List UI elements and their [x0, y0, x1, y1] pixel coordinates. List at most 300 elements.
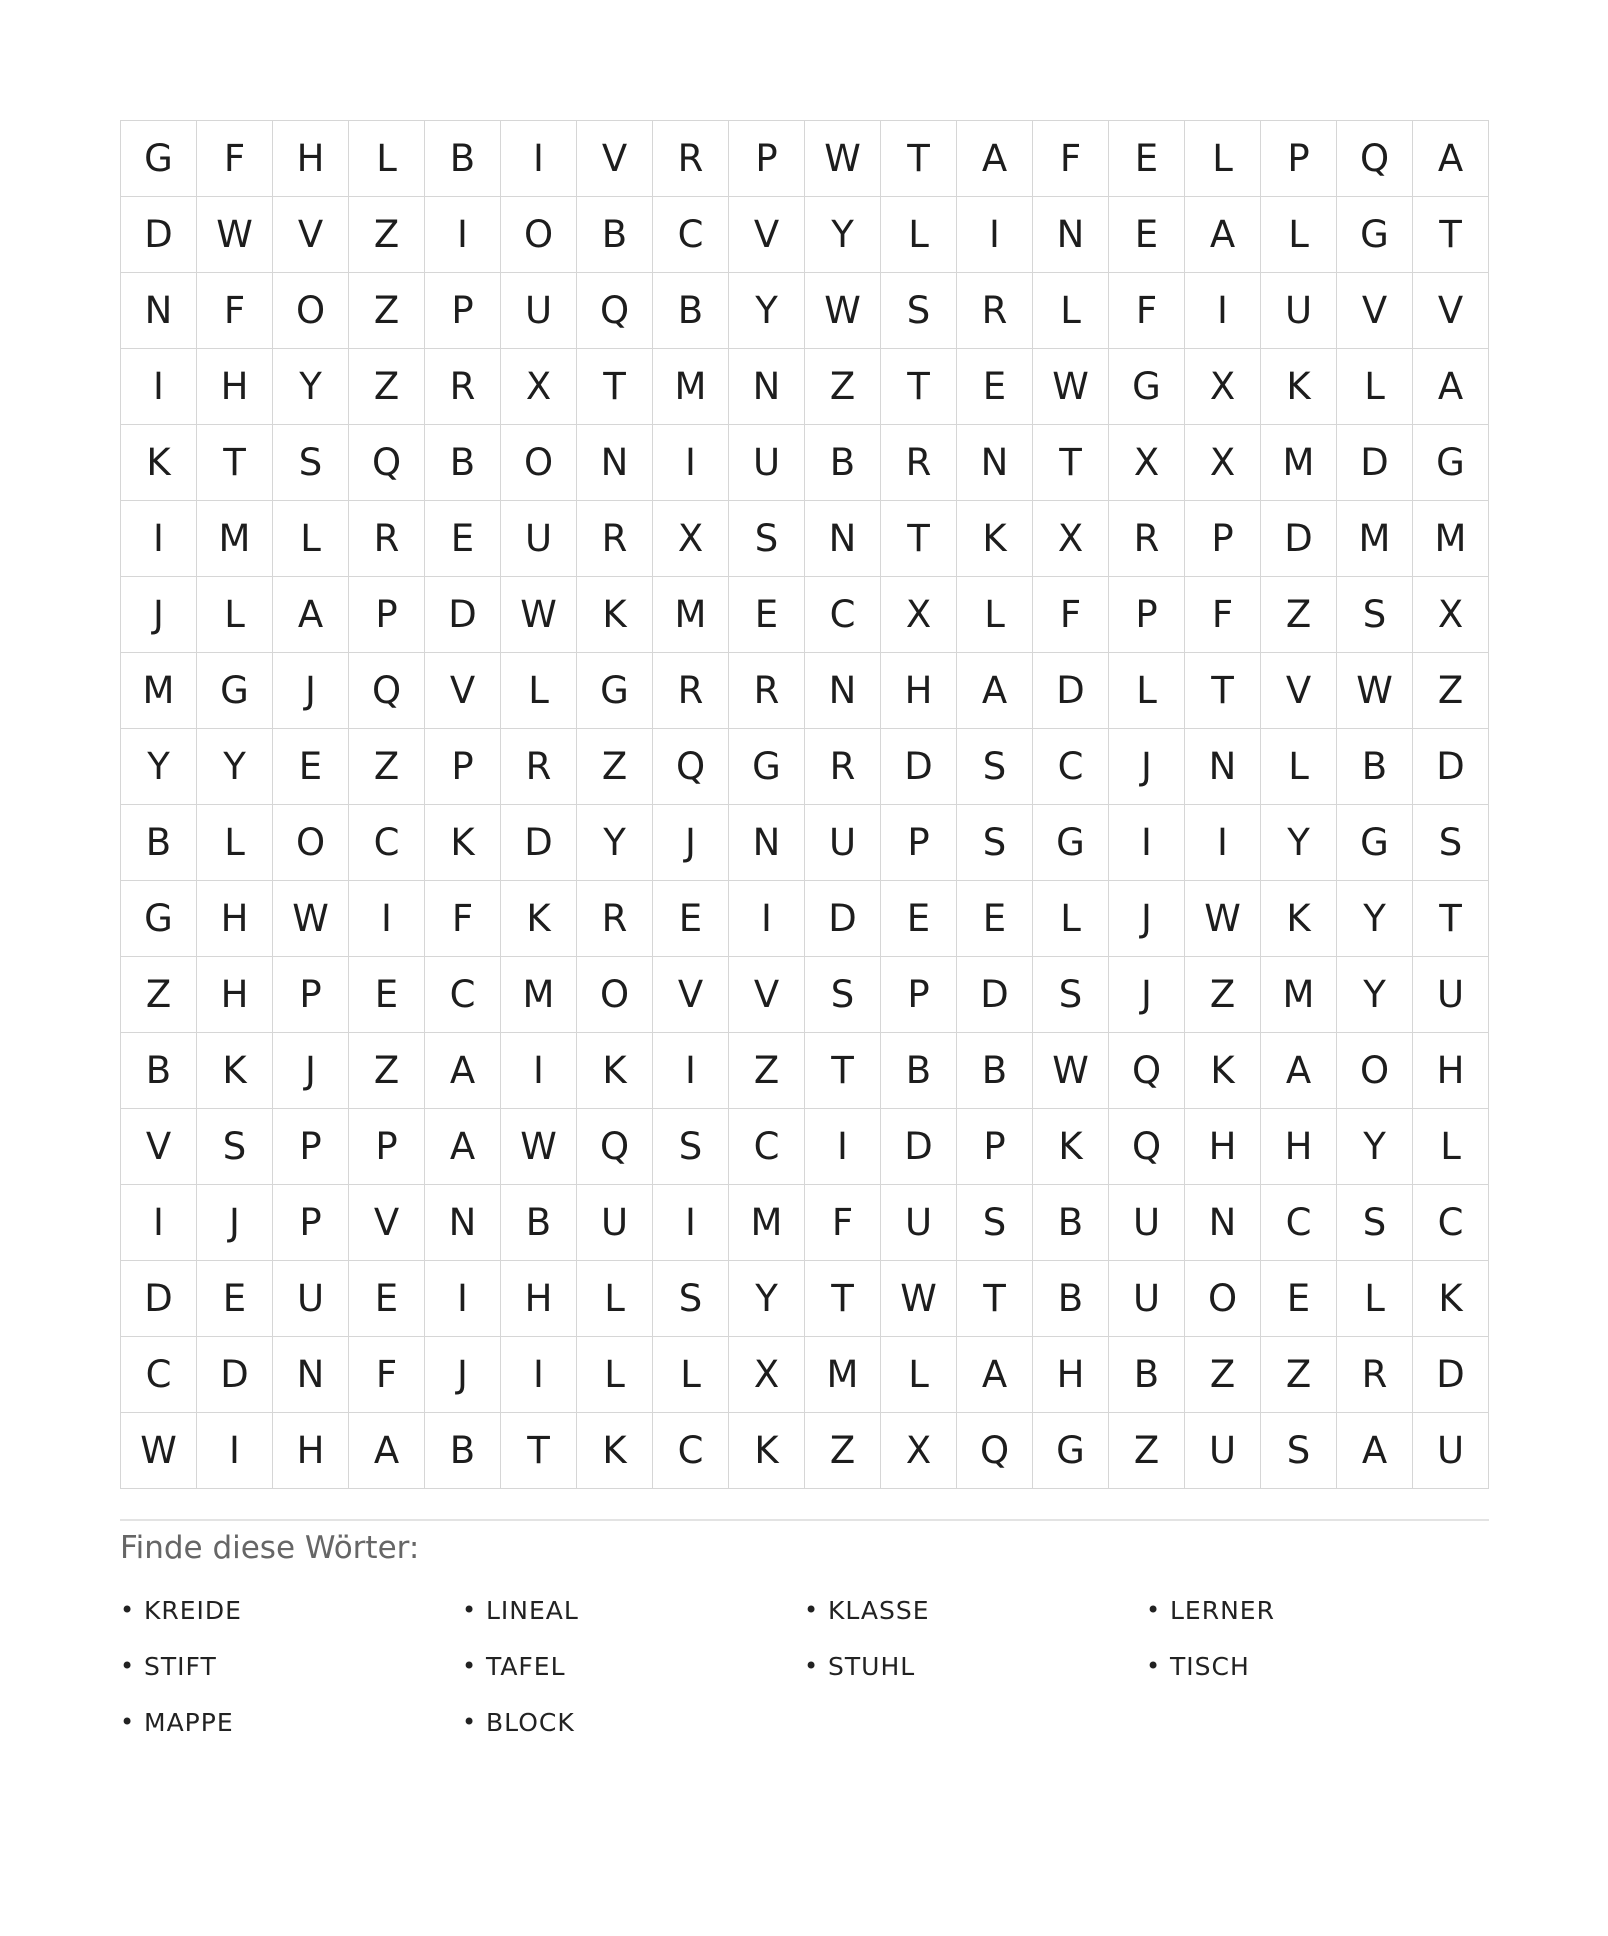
grid-cell[interactable]: E — [349, 1261, 425, 1337]
grid-cell[interactable]: I — [197, 1413, 273, 1489]
grid-cell[interactable]: L — [881, 197, 957, 273]
grid-cell[interactable]: N — [1033, 197, 1109, 273]
grid-cell[interactable]: B — [425, 121, 501, 197]
grid-cell[interactable]: O — [1337, 1033, 1413, 1109]
grid-cell[interactable]: S — [957, 805, 1033, 881]
grid-cell[interactable]: G — [1033, 805, 1109, 881]
grid-cell[interactable]: S — [653, 1109, 729, 1185]
grid-cell[interactable]: U — [805, 805, 881, 881]
grid-cell[interactable]: Q — [653, 729, 729, 805]
grid-cell[interactable]: B — [1337, 729, 1413, 805]
grid-cell[interactable]: N — [425, 1185, 501, 1261]
grid-cell[interactable]: Q — [577, 1109, 653, 1185]
grid-cell[interactable]: R — [881, 425, 957, 501]
grid-cell[interactable]: I — [121, 501, 197, 577]
grid-cell[interactable]: N — [121, 273, 197, 349]
grid-cell[interactable]: D — [805, 881, 881, 957]
grid-cell[interactable]: Z — [577, 729, 653, 805]
grid-cell[interactable]: M — [197, 501, 273, 577]
grid-cell[interactable]: Z — [805, 349, 881, 425]
grid-cell[interactable]: P — [425, 273, 501, 349]
grid-cell[interactable]: I — [1185, 273, 1261, 349]
grid-cell[interactable]: C — [349, 805, 425, 881]
grid-cell[interactable]: A — [957, 121, 1033, 197]
grid-cell[interactable]: T — [805, 1261, 881, 1337]
grid-cell[interactable]: V — [729, 957, 805, 1033]
grid-cell[interactable]: H — [273, 121, 349, 197]
grid-cell[interactable]: D — [1261, 501, 1337, 577]
grid-cell[interactable]: T — [881, 501, 957, 577]
grid-cell[interactable]: L — [1033, 881, 1109, 957]
grid-cell[interactable]: H — [501, 1261, 577, 1337]
grid-cell[interactable]: P — [881, 957, 957, 1033]
grid-cell[interactable]: W — [501, 1109, 577, 1185]
grid-cell[interactable]: U — [1413, 957, 1489, 1033]
grid-cell[interactable]: L — [349, 121, 425, 197]
grid-cell[interactable]: G — [1033, 1413, 1109, 1489]
grid-cell[interactable]: D — [197, 1337, 273, 1413]
grid-cell[interactable]: V — [273, 197, 349, 273]
grid-cell[interactable]: V — [349, 1185, 425, 1261]
grid-cell[interactable]: K — [957, 501, 1033, 577]
grid-cell[interactable]: Z — [805, 1413, 881, 1489]
grid-cell[interactable]: O — [273, 805, 349, 881]
grid-cell[interactable]: L — [1109, 653, 1185, 729]
grid-cell[interactable]: K — [501, 881, 577, 957]
grid-cell[interactable]: N — [805, 653, 881, 729]
grid-cell[interactable]: T — [501, 1413, 577, 1489]
grid-cell[interactable]: M — [729, 1185, 805, 1261]
grid-cell[interactable]: L — [957, 577, 1033, 653]
grid-cell[interactable]: C — [729, 1109, 805, 1185]
grid-cell[interactable]: A — [1413, 121, 1489, 197]
grid-cell[interactable]: Y — [1261, 805, 1337, 881]
grid-cell[interactable]: E — [881, 881, 957, 957]
grid-cell[interactable]: B — [577, 197, 653, 273]
grid-cell[interactable]: N — [729, 805, 805, 881]
grid-cell[interactable]: R — [1109, 501, 1185, 577]
grid-cell[interactable]: Y — [577, 805, 653, 881]
grid-cell[interactable]: L — [197, 805, 273, 881]
grid-cell[interactable]: F — [1109, 273, 1185, 349]
grid-cell[interactable]: X — [1185, 425, 1261, 501]
grid-cell[interactable]: P — [957, 1109, 1033, 1185]
grid-cell[interactable]: F — [197, 273, 273, 349]
grid-cell[interactable]: Y — [729, 1261, 805, 1337]
grid-cell[interactable]: I — [1109, 805, 1185, 881]
grid-cell[interactable]: E — [957, 349, 1033, 425]
grid-cell[interactable]: H — [197, 349, 273, 425]
grid-cell[interactable]: S — [273, 425, 349, 501]
grid-cell[interactable]: O — [273, 273, 349, 349]
grid-cell[interactable]: G — [1337, 197, 1413, 273]
grid-cell[interactable]: U — [1109, 1185, 1185, 1261]
grid-cell[interactable]: G — [121, 121, 197, 197]
grid-cell[interactable]: B — [1033, 1185, 1109, 1261]
grid-cell[interactable]: F — [805, 1185, 881, 1261]
grid-cell[interactable]: I — [805, 1109, 881, 1185]
grid-cell[interactable]: X — [729, 1337, 805, 1413]
grid-cell[interactable]: W — [1033, 1033, 1109, 1109]
grid-cell[interactable]: L — [1413, 1109, 1489, 1185]
grid-cell[interactable]: F — [1185, 577, 1261, 653]
grid-cell[interactable]: T — [1185, 653, 1261, 729]
grid-cell[interactable]: S — [1337, 577, 1413, 653]
grid-cell[interactable]: K — [121, 425, 197, 501]
grid-cell[interactable]: N — [1185, 729, 1261, 805]
grid-cell[interactable]: K — [577, 577, 653, 653]
grid-cell[interactable]: W — [881, 1261, 957, 1337]
grid-cell[interactable]: E — [273, 729, 349, 805]
grid-cell[interactable]: R — [805, 729, 881, 805]
grid-cell[interactable]: N — [729, 349, 805, 425]
grid-cell[interactable]: M — [805, 1337, 881, 1413]
grid-cell[interactable]: P — [349, 1109, 425, 1185]
grid-cell[interactable]: N — [1185, 1185, 1261, 1261]
grid-cell[interactable]: K — [1413, 1261, 1489, 1337]
grid-cell[interactable]: J — [1109, 729, 1185, 805]
grid-cell[interactable]: Z — [729, 1033, 805, 1109]
grid-cell[interactable]: K — [1261, 881, 1337, 957]
grid-cell[interactable]: A — [349, 1413, 425, 1489]
grid-cell[interactable]: W — [1337, 653, 1413, 729]
grid-cell[interactable]: T — [1413, 881, 1489, 957]
grid-cell[interactable]: X — [1109, 425, 1185, 501]
grid-cell[interactable]: J — [121, 577, 197, 653]
grid-cell[interactable]: B — [121, 805, 197, 881]
grid-cell[interactable]: R — [501, 729, 577, 805]
grid-cell[interactable]: O — [577, 957, 653, 1033]
grid-cell[interactable]: D — [1413, 729, 1489, 805]
grid-cell[interactable]: A — [1337, 1413, 1413, 1489]
grid-cell[interactable]: O — [501, 197, 577, 273]
grid-cell[interactable]: L — [881, 1337, 957, 1413]
grid-cell[interactable]: D — [957, 957, 1033, 1033]
grid-cell[interactable]: F — [197, 121, 273, 197]
grid-cell[interactable]: M — [653, 577, 729, 653]
grid-cell[interactable]: P — [881, 805, 957, 881]
grid-cell[interactable]: Z — [121, 957, 197, 1033]
grid-cell[interactable]: A — [425, 1033, 501, 1109]
grid-cell[interactable]: M — [121, 653, 197, 729]
grid-cell[interactable]: R — [577, 501, 653, 577]
grid-cell[interactable]: J — [1109, 957, 1185, 1033]
grid-cell[interactable]: L — [1337, 349, 1413, 425]
grid-cell[interactable]: W — [273, 881, 349, 957]
grid-cell[interactable]: H — [881, 653, 957, 729]
grid-cell[interactable]: Z — [1261, 1337, 1337, 1413]
grid-cell[interactable]: A — [1413, 349, 1489, 425]
grid-cell[interactable]: I — [425, 1261, 501, 1337]
grid-cell[interactable]: J — [1109, 881, 1185, 957]
grid-cell[interactable]: V — [121, 1109, 197, 1185]
grid-cell[interactable]: S — [957, 729, 1033, 805]
grid-cell[interactable]: N — [273, 1337, 349, 1413]
grid-cell[interactable]: I — [501, 1033, 577, 1109]
grid-cell[interactable]: K — [1033, 1109, 1109, 1185]
grid-cell[interactable]: P — [425, 729, 501, 805]
grid-cell[interactable]: U — [577, 1185, 653, 1261]
grid-cell[interactable]: C — [1261, 1185, 1337, 1261]
grid-cell[interactable]: L — [1337, 1261, 1413, 1337]
grid-cell[interactable]: J — [197, 1185, 273, 1261]
grid-cell[interactable]: I — [1185, 805, 1261, 881]
grid-cell[interactable]: X — [881, 1413, 957, 1489]
grid-cell[interactable]: D — [1033, 653, 1109, 729]
grid-cell[interactable]: O — [1185, 1261, 1261, 1337]
grid-cell[interactable]: M — [1261, 425, 1337, 501]
grid-cell[interactable]: I — [653, 425, 729, 501]
grid-cell[interactable]: V — [577, 121, 653, 197]
grid-cell[interactable]: E — [1261, 1261, 1337, 1337]
grid-cell[interactable]: M — [653, 349, 729, 425]
grid-cell[interactable]: V — [653, 957, 729, 1033]
grid-cell[interactable]: C — [425, 957, 501, 1033]
grid-cell[interactable]: A — [957, 1337, 1033, 1413]
grid-cell[interactable]: V — [1261, 653, 1337, 729]
grid-cell[interactable]: A — [273, 577, 349, 653]
grid-cell[interactable]: B — [957, 1033, 1033, 1109]
grid-cell[interactable]: T — [577, 349, 653, 425]
grid-cell[interactable]: R — [349, 501, 425, 577]
grid-cell[interactable]: Z — [349, 349, 425, 425]
grid-cell[interactable]: B — [1109, 1337, 1185, 1413]
grid-cell[interactable]: S — [197, 1109, 273, 1185]
grid-cell[interactable]: T — [957, 1261, 1033, 1337]
grid-cell[interactable]: T — [881, 349, 957, 425]
grid-cell[interactable]: G — [1109, 349, 1185, 425]
grid-cell[interactable]: N — [805, 501, 881, 577]
grid-cell[interactable]: R — [653, 121, 729, 197]
grid-cell[interactable]: D — [881, 1109, 957, 1185]
grid-cell[interactable]: Y — [273, 349, 349, 425]
grid-cell[interactable]: S — [957, 1185, 1033, 1261]
grid-cell[interactable]: U — [501, 273, 577, 349]
grid-cell[interactable]: X — [653, 501, 729, 577]
grid-cell[interactable]: Y — [729, 273, 805, 349]
grid-cell[interactable]: T — [805, 1033, 881, 1109]
grid-cell[interactable]: E — [1109, 197, 1185, 273]
grid-cell[interactable]: L — [577, 1261, 653, 1337]
grid-cell[interactable]: T — [1033, 425, 1109, 501]
grid-cell[interactable]: A — [425, 1109, 501, 1185]
grid-cell[interactable]: A — [1261, 1033, 1337, 1109]
grid-cell[interactable]: X — [881, 577, 957, 653]
grid-cell[interactable]: Z — [349, 197, 425, 273]
grid-cell[interactable]: B — [501, 1185, 577, 1261]
grid-cell[interactable]: U — [1185, 1413, 1261, 1489]
grid-cell[interactable]: T — [1413, 197, 1489, 273]
grid-cell[interactable]: G — [1413, 425, 1489, 501]
grid-cell[interactable]: P — [273, 957, 349, 1033]
grid-cell[interactable]: E — [729, 577, 805, 653]
grid-cell[interactable]: K — [197, 1033, 273, 1109]
grid-cell[interactable]: D — [501, 805, 577, 881]
grid-cell[interactable]: V — [1413, 273, 1489, 349]
grid-cell[interactable]: R — [729, 653, 805, 729]
grid-cell[interactable]: R — [425, 349, 501, 425]
grid-cell[interactable]: Y — [1337, 957, 1413, 1033]
grid-cell[interactable]: X — [1185, 349, 1261, 425]
grid-cell[interactable]: F — [1033, 121, 1109, 197]
grid-cell[interactable]: A — [957, 653, 1033, 729]
grid-cell[interactable]: P — [729, 121, 805, 197]
grid-cell[interactable]: U — [1261, 273, 1337, 349]
grid-cell[interactable]: D — [881, 729, 957, 805]
grid-cell[interactable]: K — [729, 1413, 805, 1489]
grid-cell[interactable]: P — [1261, 121, 1337, 197]
grid-cell[interactable]: H — [1261, 1109, 1337, 1185]
grid-cell[interactable]: H — [197, 881, 273, 957]
grid-cell[interactable]: L — [197, 577, 273, 653]
grid-cell[interactable]: Q — [1109, 1033, 1185, 1109]
grid-cell[interactable]: B — [425, 1413, 501, 1489]
grid-cell[interactable]: I — [729, 881, 805, 957]
grid-cell[interactable]: K — [1185, 1033, 1261, 1109]
grid-cell[interactable]: M — [1261, 957, 1337, 1033]
grid-cell[interactable]: S — [881, 273, 957, 349]
grid-cell[interactable]: L — [577, 1337, 653, 1413]
grid-cell[interactable]: Y — [805, 197, 881, 273]
grid-cell[interactable]: X — [1033, 501, 1109, 577]
grid-cell[interactable]: H — [1033, 1337, 1109, 1413]
grid-cell[interactable]: I — [425, 197, 501, 273]
grid-cell[interactable]: D — [425, 577, 501, 653]
grid-cell[interactable]: J — [273, 653, 349, 729]
grid-cell[interactable]: R — [1337, 1337, 1413, 1413]
grid-cell[interactable]: W — [121, 1413, 197, 1489]
grid-cell[interactable]: M — [501, 957, 577, 1033]
grid-cell[interactable]: R — [957, 273, 1033, 349]
grid-cell[interactable]: F — [1033, 577, 1109, 653]
grid-cell[interactable]: R — [653, 653, 729, 729]
grid-cell[interactable]: W — [1185, 881, 1261, 957]
grid-cell[interactable]: Z — [1185, 1337, 1261, 1413]
grid-cell[interactable]: Q — [577, 273, 653, 349]
grid-cell[interactable]: Q — [957, 1413, 1033, 1489]
grid-cell[interactable]: I — [501, 1337, 577, 1413]
grid-cell[interactable]: L — [1261, 729, 1337, 805]
grid-cell[interactable]: Z — [349, 729, 425, 805]
grid-cell[interactable]: E — [425, 501, 501, 577]
grid-cell[interactable]: P — [1185, 501, 1261, 577]
grid-cell[interactable]: C — [653, 1413, 729, 1489]
grid-cell[interactable]: E — [653, 881, 729, 957]
grid-cell[interactable]: I — [957, 197, 1033, 273]
grid-cell[interactable]: K — [1261, 349, 1337, 425]
grid-cell[interactable]: Y — [1337, 881, 1413, 957]
grid-cell[interactable]: J — [273, 1033, 349, 1109]
grid-cell[interactable]: V — [729, 197, 805, 273]
grid-cell[interactable]: S — [1337, 1185, 1413, 1261]
grid-cell[interactable]: Z — [1109, 1413, 1185, 1489]
grid-cell[interactable]: V — [425, 653, 501, 729]
grid-cell[interactable]: N — [577, 425, 653, 501]
grid-cell[interactable]: E — [349, 957, 425, 1033]
grid-cell[interactable]: Q — [349, 425, 425, 501]
grid-cell[interactable]: Z — [1413, 653, 1489, 729]
grid-cell[interactable]: S — [1261, 1413, 1337, 1489]
grid-cell[interactable]: W — [501, 577, 577, 653]
grid-cell[interactable]: L — [653, 1337, 729, 1413]
grid-cell[interactable]: P — [273, 1109, 349, 1185]
grid-cell[interactable]: O — [501, 425, 577, 501]
grid-cell[interactable]: H — [1413, 1033, 1489, 1109]
grid-cell[interactable]: F — [425, 881, 501, 957]
grid-cell[interactable]: K — [577, 1033, 653, 1109]
grid-cell[interactable]: W — [805, 121, 881, 197]
grid-cell[interactable]: Q — [1109, 1109, 1185, 1185]
grid-cell[interactable]: S — [729, 501, 805, 577]
grid-cell[interactable]: V — [1337, 273, 1413, 349]
grid-cell[interactable]: B — [425, 425, 501, 501]
grid-cell[interactable]: L — [1033, 273, 1109, 349]
grid-cell[interactable]: Z — [1261, 577, 1337, 653]
grid-cell[interactable]: I — [501, 121, 577, 197]
grid-cell[interactable]: Z — [349, 1033, 425, 1109]
grid-cell[interactable]: C — [1033, 729, 1109, 805]
grid-cell[interactable]: E — [957, 881, 1033, 957]
grid-cell[interactable]: I — [349, 881, 425, 957]
grid-cell[interactable]: C — [121, 1337, 197, 1413]
grid-cell[interactable]: I — [653, 1185, 729, 1261]
grid-cell[interactable]: L — [273, 501, 349, 577]
grid-cell[interactable]: M — [1337, 501, 1413, 577]
grid-cell[interactable]: R — [577, 881, 653, 957]
grid-cell[interactable]: P — [349, 577, 425, 653]
grid-cell[interactable]: E — [1109, 121, 1185, 197]
grid-cell[interactable]: B — [1033, 1261, 1109, 1337]
grid-cell[interactable]: L — [1261, 197, 1337, 273]
grid-cell[interactable]: N — [957, 425, 1033, 501]
grid-cell[interactable]: F — [349, 1337, 425, 1413]
grid-cell[interactable]: U — [1413, 1413, 1489, 1489]
grid-cell[interactable]: K — [425, 805, 501, 881]
grid-cell[interactable]: C — [805, 577, 881, 653]
grid-cell[interactable]: M — [1413, 501, 1489, 577]
grid-cell[interactable]: D — [121, 1261, 197, 1337]
grid-cell[interactable]: Q — [349, 653, 425, 729]
grid-cell[interactable]: S — [1413, 805, 1489, 881]
grid-cell[interactable]: U — [501, 501, 577, 577]
grid-cell[interactable]: B — [881, 1033, 957, 1109]
grid-cell[interactable]: L — [1185, 121, 1261, 197]
grid-cell[interactable]: W — [1033, 349, 1109, 425]
grid-cell[interactable]: H — [197, 957, 273, 1033]
grid-cell[interactable]: Q — [1337, 121, 1413, 197]
grid-cell[interactable]: D — [1413, 1337, 1489, 1413]
grid-cell[interactable]: A — [1185, 197, 1261, 273]
grid-cell[interactable]: B — [653, 273, 729, 349]
grid-cell[interactable]: C — [1413, 1185, 1489, 1261]
grid-cell[interactable]: U — [273, 1261, 349, 1337]
grid-cell[interactable]: S — [653, 1261, 729, 1337]
grid-cell[interactable]: E — [197, 1261, 273, 1337]
grid-cell[interactable]: T — [881, 121, 957, 197]
grid-cell[interactable]: W — [197, 197, 273, 273]
grid-cell[interactable]: G — [729, 729, 805, 805]
grid-cell[interactable]: Y — [1337, 1109, 1413, 1185]
grid-cell[interactable]: T — [197, 425, 273, 501]
grid-cell[interactable]: Z — [1185, 957, 1261, 1033]
grid-cell[interactable]: X — [1413, 577, 1489, 653]
grid-cell[interactable]: W — [805, 273, 881, 349]
grid-cell[interactable]: U — [729, 425, 805, 501]
grid-cell[interactable]: H — [1185, 1109, 1261, 1185]
grid-cell[interactable]: J — [653, 805, 729, 881]
grid-cell[interactable]: G — [1337, 805, 1413, 881]
grid-cell[interactable]: S — [1033, 957, 1109, 1033]
